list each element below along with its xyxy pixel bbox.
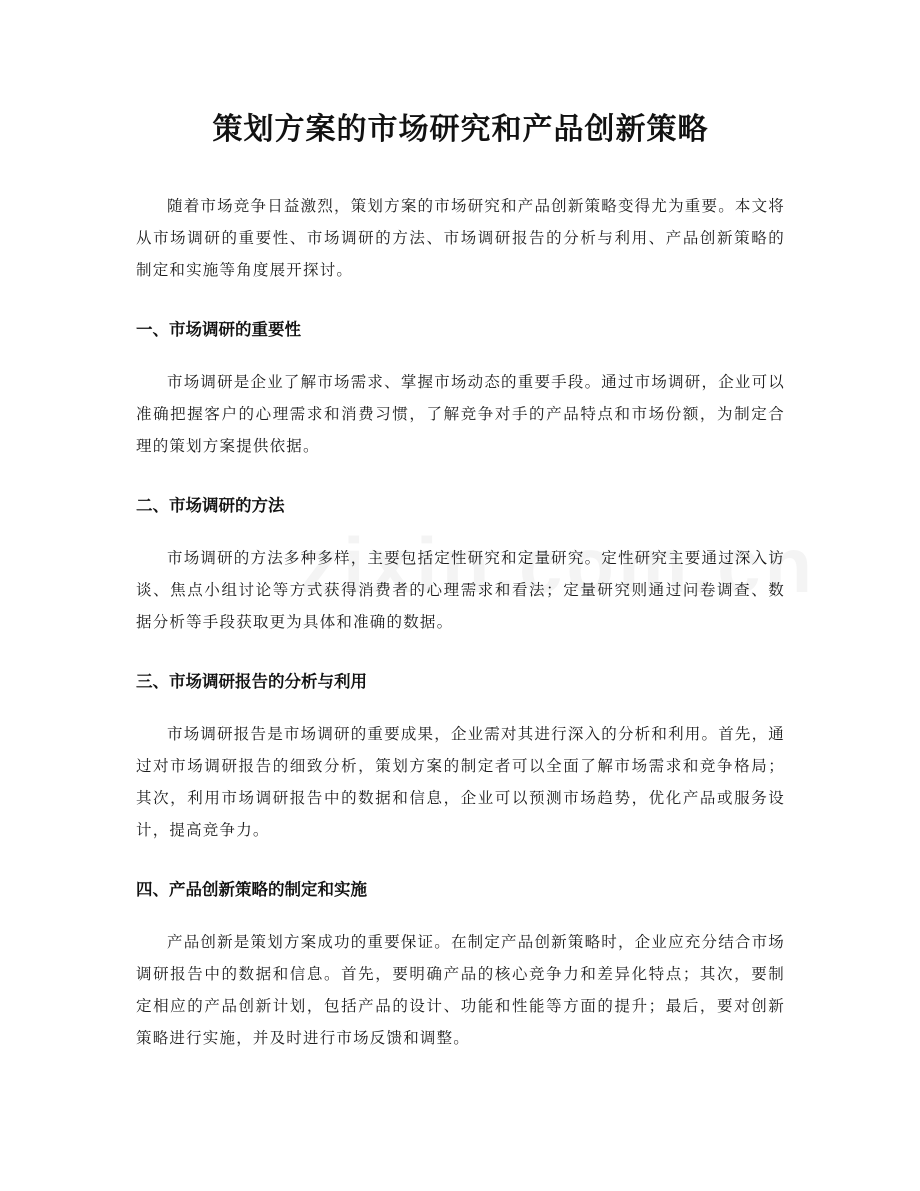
section-paragraph: 市场调研的方法多种多样，主要包括定性研究和定量研究。定性研究主要通过深入访谈、焦点小组讨论等方式获得消费者的心理需求和看法；定量研究则通过问卷调查、数据分析等手段获取更为具体和准确的数据。 (136, 549, 785, 631)
section-heading: 二、市场调研的方法 (136, 496, 285, 515)
intro-paragraph: 随着市场竞争日益激烈，策划方案的市场研究和产品创新策略变得尤为重要。本文将从市场调研的重要性、市场调研的方法、市场调研报告的分析与利用、产品创新策略的制定和实施等角度展开探讨。 (136, 197, 785, 279)
section-heading: 四、产品创新策略的制定和实施 (136, 880, 367, 899)
section-heading: 一、市场调研的重要性 (136, 320, 301, 339)
section-heading: 三、市场调研报告的分析与利用 (136, 672, 367, 691)
document-title: 策划方案的市场研究和产品创新策略 (212, 112, 709, 147)
section-2 (136, 490, 785, 638)
section-4 (136, 874, 785, 1054)
section-3 (136, 666, 785, 846)
section-paragraph: 市场调研是企业了解市场需求、掌握市场动态的重要手段。通过市场调研，企业可以准确把握客户的心理需求和消费习惯，了解竞争对手的产品特点和市场份额，为制定合理的策划方案提供依据。 (136, 373, 785, 455)
section-1 (136, 314, 785, 462)
section-paragraph: 市场调研报告是市场调研的重要成果，企业需对其进行深入的分析和利用。首先，通过对市场调研报告的细致分析，策划方案的制定者可以全面了解市场需求和竞争格局；其次，利用市场调研报告中的数据和信息，企业可以预测市场趋势，优化产品或服务设计，提高竞争力。 (136, 725, 785, 839)
section-paragraph: 产品创新是策划方案成功的重要保证。在制定产品创新策略时，企业应充分结合市场调研报告中的数据和信息。首先，要明确产品的核心竞争力和差异化特点；其次，要制定相应的产品创新计划，包括产品的设计、功能和性能等方面的提升；最后，要对创新策略进行实施，并及时进行市场反馈和调整。 (136, 933, 785, 1047)
